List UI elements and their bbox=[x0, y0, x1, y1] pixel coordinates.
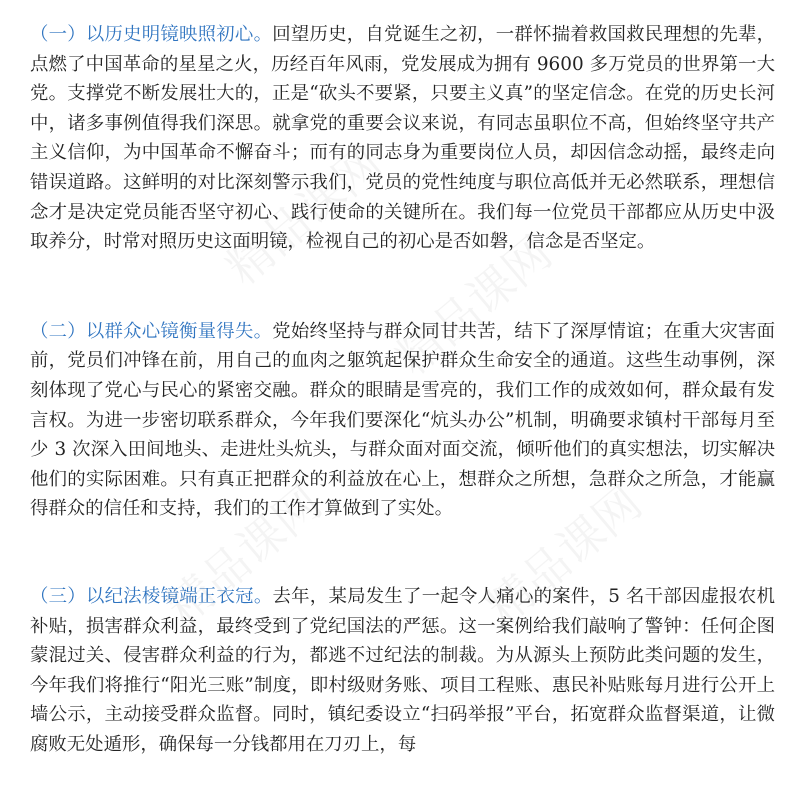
paragraph-body: 党始终坚持与群众同甘共苦，结下了深厚情谊；在重大灾害面前，党员们冲锋在前，用自己的血肉之躯筑起保护群众生命安全的通道。这些生动事例，深刻体现了党心与民心的紧密交融。群众的眼睛是雪亮的，我们工作的成效如何，群众最有发言权。为进一步密切联系群众，今年我们要深化“炕头办公”机制，明确要求镇村干部每月至少 3 次深入田间地头、走进灶头炕头，与群众面对面交流，倾听他们的真实想法，切实解决他们的实际困难。只有真正把群众的利益放在心上，想群众之所想，急群众之所急，才能赢得群众的信任和支持，我们的工作才算做到了实处。 bbox=[30, 320, 775, 520]
paragraph bbox=[30, 582, 775, 760]
paragraph bbox=[30, 317, 775, 524]
section-heading: （二）以群众心镜衡量得失。 bbox=[30, 320, 273, 342]
section-history bbox=[30, 20, 775, 257]
paragraph-body: 去年，某局发生了一起令人痛心的案件，5 名干部因虚报农机补贴，损害群众利益，最终受到了党纪国法的严惩。这一案例给我们敲响了警钟：任何企图蒙混过关、侵害群众利益的行为，都逃不过纪法的制裁。为从源头上预防此类问题的发生，今年我们将推行“阳光三账”制度，即村级财务账、项目工程账、惠民补贴账每月进行公开上墙公示，主动接受群众监督。同时，镇纪委设立“扫码举报”平台，拓宽群众监督渠道，让微腐败无处遁形，确保每一分钱都用在刀刃上，每 bbox=[30, 585, 775, 755]
section-masses bbox=[30, 317, 775, 524]
document-page bbox=[30, 20, 775, 759]
section-discipline bbox=[30, 582, 775, 760]
paragraph bbox=[30, 20, 775, 257]
paragraph-body: 回望历史，自党诞生之初，一群怀揣着救国救民理想的先辈，点燃了中国革命的星星之火，历经百年风雨，党发展成为拥有 9600 多万党员的世界第一大党。支撑党不断发展壮大的，正是“砍头不要紧，只要主义真”的坚定信念。在党的历史长河中，诸多事例值得我们深思。就拿党的重要会议来说，有同志虽职位不高，但始终坚守共产主义信仰，为中国革命不懈奋斗；而有的同志身为重要岗位人员，却因信念动摇，最终走向错误道路。这鲜明的对比深刻警示我们，党员的党性纯度与职位高低并无必然联系，理想信念才是决定党员能否坚守初心、践行使命的关键所在。我们每一位党员干部都应从历史中汲取养分，时常对照历史这面明镜，检视自己的初心是否如磐，信念是否坚定。 bbox=[30, 24, 775, 253]
section-heading: （一）以历史明镜映照初心。 bbox=[30, 24, 273, 45]
section-heading: （三）以纪法棱镜端正衣冠。 bbox=[30, 585, 273, 607]
